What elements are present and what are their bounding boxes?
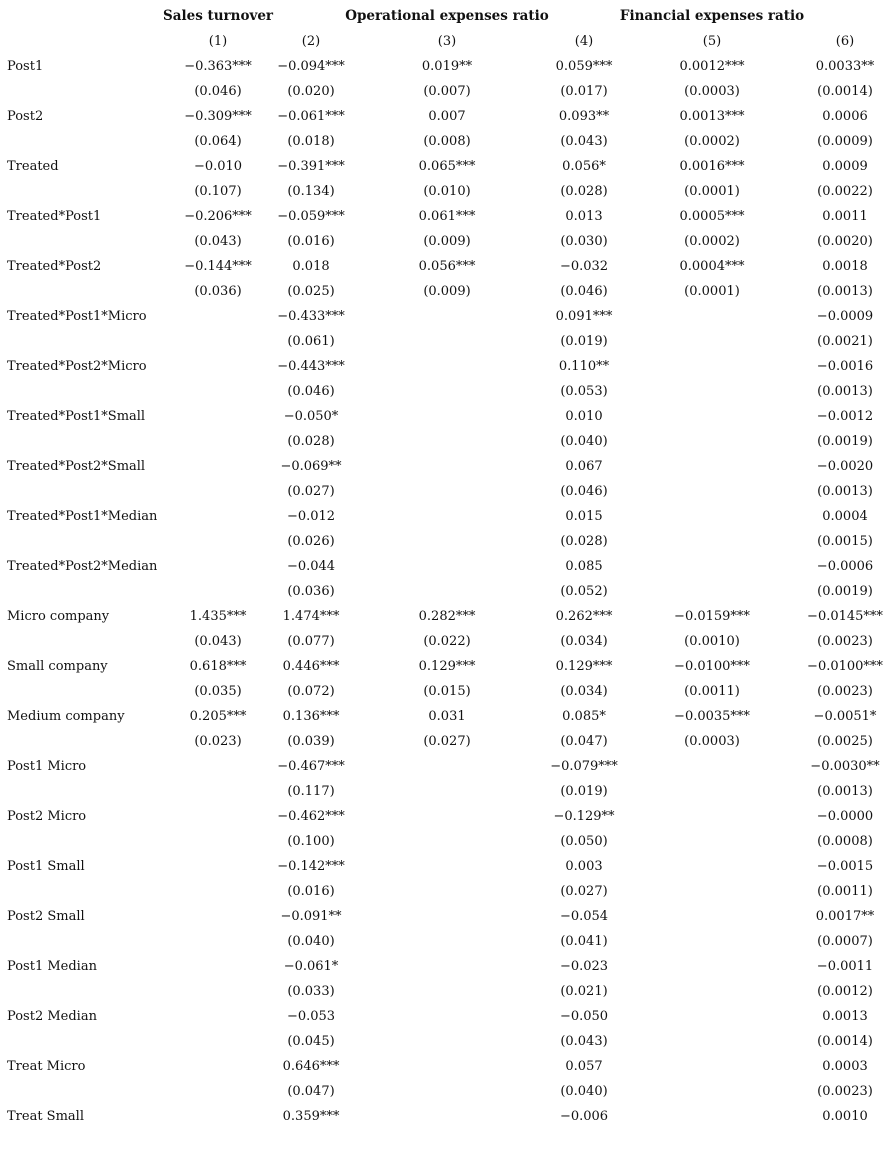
standard-error-cell: (0.0020) (817, 234, 873, 249)
coefficient-cell: 0.0004 (822, 509, 868, 524)
coefficient-cell: 0.056*** (418, 259, 476, 274)
row-label: Post2 Median (7, 1009, 97, 1024)
coefficient-cell: 0.061*** (418, 209, 476, 224)
standard-error-cell: (0.033) (287, 984, 335, 999)
standard-error-cell: (0.0013) (817, 784, 873, 799)
coefficient-cell: −0.433*** (277, 309, 345, 324)
coefficient-cell: 0.031 (428, 709, 466, 724)
standard-error-cell: (0.0014) (817, 1034, 873, 1049)
coefficient-cell: 0.015 (565, 509, 603, 524)
standard-error-cell: (0.107) (194, 184, 242, 199)
coefficient-cell: −0.0030** (810, 759, 880, 774)
standard-error-cell: (0.0003) (684, 84, 740, 99)
standard-error-cell: (0.050) (560, 834, 608, 849)
standard-error-cell: (0.053) (560, 384, 608, 399)
standard-error-cell: (0.023) (194, 734, 242, 749)
coefficient-row (0, 1054, 892, 1079)
coefficient-cell: −0.309*** (184, 109, 252, 124)
coefficient-row (0, 254, 892, 279)
coefficient-row (0, 54, 892, 79)
group-header-financial-expenses-ratio: Financial expenses ratio (619, 8, 805, 24)
coefficient-cell: 0.0009 (822, 159, 868, 174)
coefficient-row (0, 654, 892, 679)
standard-error-cell: (0.0023) (817, 1084, 873, 1099)
row-label: Post1 (7, 59, 44, 74)
standard-error-cell: (0.040) (287, 934, 335, 949)
coefficient-cell: −0.0100*** (807, 659, 883, 674)
coefficient-row (0, 604, 892, 629)
standard-error-cell: (0.028) (560, 534, 608, 549)
coefficient-cell: 0.0005*** (679, 209, 745, 224)
row-label: Medium company (7, 709, 125, 724)
coefficient-cell: 0.646*** (282, 1059, 340, 1074)
coefficient-cell: −0.094*** (277, 59, 345, 74)
coefficient-cell: 0.129*** (418, 659, 476, 674)
coefficient-cell: 0.205*** (189, 709, 247, 724)
standard-error-cell: (0.022) (423, 634, 471, 649)
row-label: Micro company (7, 609, 110, 624)
standard-error-cell: (0.0011) (684, 684, 740, 699)
coefficient-row (0, 204, 892, 229)
row-label: Treated*Post1*Small (7, 409, 146, 424)
coefficient-cell: −0.0100*** (674, 659, 750, 674)
coefficient-cell: 0.0033** (815, 59, 875, 74)
coefficient-row (0, 454, 892, 479)
standard-error-cell: (0.0002) (684, 234, 740, 249)
row-label: Post2 Small (7, 909, 85, 924)
coefficient-cell: 0.282*** (418, 609, 476, 624)
coefficient-cell: −0.206*** (184, 209, 252, 224)
coefficient-cell: −0.142*** (277, 859, 345, 874)
coefficient-cell: −0.044 (286, 559, 336, 574)
coefficient-cell: −0.091** (280, 909, 342, 924)
row-label: Treated*Post2 (7, 259, 102, 274)
coefficient-cell: 0.0013 (822, 1009, 868, 1024)
standard-error-row (0, 129, 892, 154)
standard-error-cell: (0.0013) (817, 284, 873, 299)
standard-error-row (0, 629, 892, 654)
standard-error-cell: (0.077) (287, 634, 335, 649)
standard-error-cell: (0.0015) (817, 534, 873, 549)
coefficient-cell: −0.0159*** (674, 609, 750, 624)
standard-error-cell: (0.027) (423, 734, 471, 749)
coefficient-cell: 0.0017** (815, 909, 875, 924)
coefficient-row (0, 304, 892, 329)
coefficient-cell: −0.0011 (816, 959, 874, 974)
coefficient-cell: −0.032 (559, 259, 609, 274)
standard-error-cell: (0.018) (287, 134, 335, 149)
coefficient-cell: 0.056* (562, 159, 606, 174)
coefficient-row (0, 1104, 892, 1129)
row-label: Treated*Post1*Micro (7, 309, 147, 324)
standard-error-cell: (0.134) (287, 184, 335, 199)
row-label: Treated*Post1*Median (7, 509, 158, 524)
coefficient-cell: −0.0051* (813, 709, 877, 724)
coefficient-cell: −0.0009 (816, 309, 874, 324)
coefficient-cell: 0.0011 (822, 209, 868, 224)
row-label: Post1 Median (7, 959, 97, 974)
coefficient-cell: 0.059*** (555, 59, 613, 74)
coefficient-cell: 0.057 (565, 1059, 603, 1074)
standard-error-cell: (0.007) (423, 84, 471, 99)
coefficient-cell: 0.067 (565, 459, 603, 474)
standard-error-cell: (0.036) (287, 584, 335, 599)
standard-error-cell: (0.052) (560, 584, 608, 599)
standard-error-cell: (0.0012) (817, 984, 873, 999)
coefficient-cell: −0.069** (280, 459, 342, 474)
coefficient-cell: −0.363*** (184, 59, 252, 74)
row-label: Treated*Post2*Micro (7, 359, 147, 374)
standard-error-row (0, 279, 892, 304)
standard-error-row (0, 579, 892, 604)
coefficient-cell: −0.010 (193, 159, 243, 174)
coefficient-cell: 0.262*** (555, 609, 613, 624)
coefficient-cell: 0.003 (565, 859, 603, 874)
coefficient-cell: −0.0035*** (674, 709, 750, 724)
standard-error-cell: (0.0013) (817, 484, 873, 499)
standard-error-cell: (0.009) (423, 234, 471, 249)
standard-error-row (0, 379, 892, 404)
column-number: (4) (574, 34, 594, 49)
coefficient-cell: 0.0012*** (679, 59, 745, 74)
coefficient-cell: −0.144*** (184, 259, 252, 274)
standard-error-cell: (0.0013) (817, 384, 873, 399)
standard-error-row (0, 979, 892, 1004)
standard-error-cell: (0.034) (560, 634, 608, 649)
standard-error-cell: (0.040) (560, 1084, 608, 1099)
coefficient-cell: −0.023 (559, 959, 609, 974)
coefficient-cell: −0.0145*** (807, 609, 883, 624)
coefficient-cell: −0.129** (553, 809, 615, 824)
coefficient-cell: −0.059*** (277, 209, 345, 224)
coefficient-cell: −0.0020 (816, 459, 874, 474)
coefficient-row (0, 404, 892, 429)
standard-error-cell: (0.047) (560, 734, 608, 749)
coefficient-row (0, 754, 892, 779)
row-label: Treat Small (7, 1109, 84, 1124)
row-label: Treated*Post2*Median (7, 559, 158, 574)
standard-error-cell: (0.008) (423, 134, 471, 149)
coefficient-cell: −0.0016 (816, 359, 874, 374)
coefficient-cell: 0.129*** (555, 659, 613, 674)
column-number: (1) (208, 34, 228, 49)
standard-error-cell: (0.034) (560, 684, 608, 699)
standard-error-row (0, 229, 892, 254)
standard-error-row (0, 929, 892, 954)
standard-error-cell: (0.046) (287, 384, 335, 399)
standard-error-cell: (0.0023) (817, 684, 873, 699)
standard-error-row (0, 1079, 892, 1104)
standard-error-cell: (0.028) (287, 434, 335, 449)
standard-error-cell: (0.019) (560, 784, 608, 799)
standard-error-cell: (0.027) (560, 884, 608, 899)
column-number: (3) (437, 34, 457, 49)
column-number: (2) (301, 34, 321, 49)
standard-error-cell: (0.100) (287, 834, 335, 849)
standard-error-cell: (0.039) (287, 734, 335, 749)
standard-error-cell: (0.0007) (817, 934, 873, 949)
standard-error-cell: (0.046) (560, 484, 608, 499)
row-label: Post2 (7, 109, 44, 124)
coefficient-cell: −0.053 (286, 1009, 336, 1024)
standard-error-cell: (0.043) (560, 134, 608, 149)
standard-error-cell: (0.035) (194, 684, 242, 699)
row-label: Treated (7, 159, 59, 174)
coefficient-cell: −0.061*** (277, 109, 345, 124)
coefficient-cell: 1.435*** (189, 609, 247, 624)
standard-error-cell: (0.0022) (817, 184, 873, 199)
standard-error-row (0, 679, 892, 704)
coefficient-cell: 0.0004*** (679, 259, 745, 274)
standard-error-cell: (0.036) (194, 284, 242, 299)
standard-error-cell: (0.043) (194, 234, 242, 249)
standard-error-cell: (0.020) (287, 84, 335, 99)
coefficient-cell: 0.007 (428, 109, 466, 124)
standard-error-cell: (0.0011) (817, 884, 873, 899)
standard-error-cell: (0.016) (287, 234, 335, 249)
coefficient-cell: −0.443*** (277, 359, 345, 374)
row-label: Post1 Small (7, 859, 85, 874)
standard-error-cell: (0.0008) (817, 834, 873, 849)
coefficient-cell: 0.0006 (822, 109, 868, 124)
standard-error-cell: (0.0021) (817, 334, 873, 349)
standard-error-cell: (0.0014) (817, 84, 873, 99)
standard-error-cell: (0.0001) (684, 284, 740, 299)
standard-error-row (0, 529, 892, 554)
standard-error-cell: (0.021) (560, 984, 608, 999)
coefficient-cell: 0.618*** (189, 659, 247, 674)
standard-error-cell: (0.0001) (684, 184, 740, 199)
coefficient-cell: −0.0000 (816, 809, 874, 824)
standard-error-cell: (0.017) (560, 84, 608, 99)
row-label: Post2 Micro (7, 809, 87, 824)
standard-error-row (0, 479, 892, 504)
coefficient-row (0, 154, 892, 179)
coefficient-row (0, 954, 892, 979)
coefficient-cell: −0.0006 (816, 559, 874, 574)
column-number: (6) (835, 34, 855, 49)
coefficient-cell: −0.467*** (277, 759, 345, 774)
coefficient-row (0, 854, 892, 879)
coefficient-cell: 0.093** (558, 109, 610, 124)
column-number: (5) (702, 34, 722, 49)
coefficient-cell: 0.0013*** (679, 109, 745, 124)
coefficient-cell: −0.050 (559, 1009, 609, 1024)
standard-error-cell: (0.027) (287, 484, 335, 499)
row-label: Post1 Micro (7, 759, 87, 774)
coefficient-cell: −0.391*** (277, 159, 345, 174)
standard-error-row (0, 879, 892, 904)
coefficient-cell: −0.0015 (816, 859, 874, 874)
standard-error-row (0, 779, 892, 804)
coefficient-cell: 0.085* (562, 709, 606, 724)
standard-error-cell: (0.0009) (817, 134, 873, 149)
group-header-sales-turnover: Sales turnover (162, 8, 274, 24)
standard-error-cell: (0.041) (560, 934, 608, 949)
coefficient-cell: 0.085 (565, 559, 603, 574)
coefficient-cell: 0.359*** (282, 1109, 340, 1124)
coefficient-cell: 0.136*** (282, 709, 340, 724)
standard-error-cell: (0.0019) (817, 434, 873, 449)
row-label: Treated*Post1 (7, 209, 102, 224)
standard-error-cell: (0.0023) (817, 634, 873, 649)
coefficient-cell: 0.446*** (282, 659, 340, 674)
coefficient-row (0, 904, 892, 929)
standard-error-row (0, 179, 892, 204)
standard-error-cell: (0.0003) (684, 734, 740, 749)
standard-error-cell: (0.025) (287, 284, 335, 299)
standard-error-cell: (0.061) (287, 334, 335, 349)
standard-error-cell: (0.010) (423, 184, 471, 199)
standard-error-cell: (0.040) (560, 434, 608, 449)
standard-error-row (0, 829, 892, 854)
standard-error-cell: (0.043) (560, 1034, 608, 1049)
coefficient-cell: 0.013 (565, 209, 603, 224)
coefficient-row (0, 1004, 892, 1029)
coefficient-row (0, 104, 892, 129)
coefficient-cell: −0.050* (283, 409, 339, 424)
standard-error-cell: (0.0010) (684, 634, 740, 649)
standard-error-cell: (0.064) (194, 134, 242, 149)
standard-error-cell: (0.046) (560, 284, 608, 299)
coefficient-cell: 0.065*** (418, 159, 476, 174)
standard-error-cell: (0.026) (287, 534, 335, 549)
standard-error-cell: (0.028) (560, 184, 608, 199)
coefficient-cell: −0.006 (559, 1109, 609, 1124)
standard-error-cell: (0.117) (287, 784, 335, 799)
group-header-operational-expenses-ratio: Operational expenses ratio (345, 8, 549, 24)
standard-error-row (0, 79, 892, 104)
coefficient-cell: 0.018 (292, 259, 330, 274)
coefficient-cell: 0.010 (565, 409, 603, 424)
coefficient-row (0, 704, 892, 729)
column-number-row (0, 29, 892, 54)
row-label: Treat Micro (7, 1059, 86, 1074)
coefficient-row (0, 554, 892, 579)
coefficient-cell: 0.091*** (555, 309, 613, 324)
standard-error-cell: (0.043) (194, 634, 242, 649)
standard-error-cell: (0.015) (423, 684, 471, 699)
row-label: Treated*Post2*Small (7, 459, 146, 474)
coefficient-cell: 0.0018 (822, 259, 868, 274)
standard-error-cell: (0.0019) (817, 584, 873, 599)
coefficient-cell: −0.061* (283, 959, 339, 974)
standard-error-cell: (0.019) (560, 334, 608, 349)
standard-error-cell: (0.072) (287, 684, 335, 699)
coefficient-row (0, 504, 892, 529)
coefficient-cell: 0.0016*** (679, 159, 745, 174)
standard-error-cell: (0.047) (287, 1084, 335, 1099)
standard-error-cell: (0.0002) (684, 134, 740, 149)
coefficient-cell: 0.0010 (822, 1109, 868, 1124)
standard-error-cell: (0.046) (194, 84, 242, 99)
coefficient-cell: 0.0003 (822, 1059, 868, 1074)
standard-error-row (0, 329, 892, 354)
coefficient-cell: −0.462*** (277, 809, 345, 824)
coefficient-cell: −0.079*** (550, 759, 618, 774)
standard-error-cell: (0.016) (287, 884, 335, 899)
coefficient-cell: 1.474*** (282, 609, 340, 624)
standard-error-row (0, 429, 892, 454)
row-label: Small company (7, 659, 108, 674)
coefficient-cell: 0.110** (558, 359, 610, 374)
coefficient-cell: −0.054 (559, 909, 609, 924)
standard-error-cell: (0.009) (423, 284, 471, 299)
standard-error-cell: (0.0025) (817, 734, 873, 749)
coefficient-cell: −0.012 (286, 509, 336, 524)
standard-error-cell: (0.030) (560, 234, 608, 249)
standard-error-cell: (0.045) (287, 1034, 335, 1049)
coefficient-cell: 0.019** (421, 59, 473, 74)
standard-error-row (0, 729, 892, 754)
coefficient-row (0, 804, 892, 829)
coefficient-row (0, 354, 892, 379)
standard-error-row (0, 1029, 892, 1054)
coefficient-cell: −0.0012 (816, 409, 874, 424)
